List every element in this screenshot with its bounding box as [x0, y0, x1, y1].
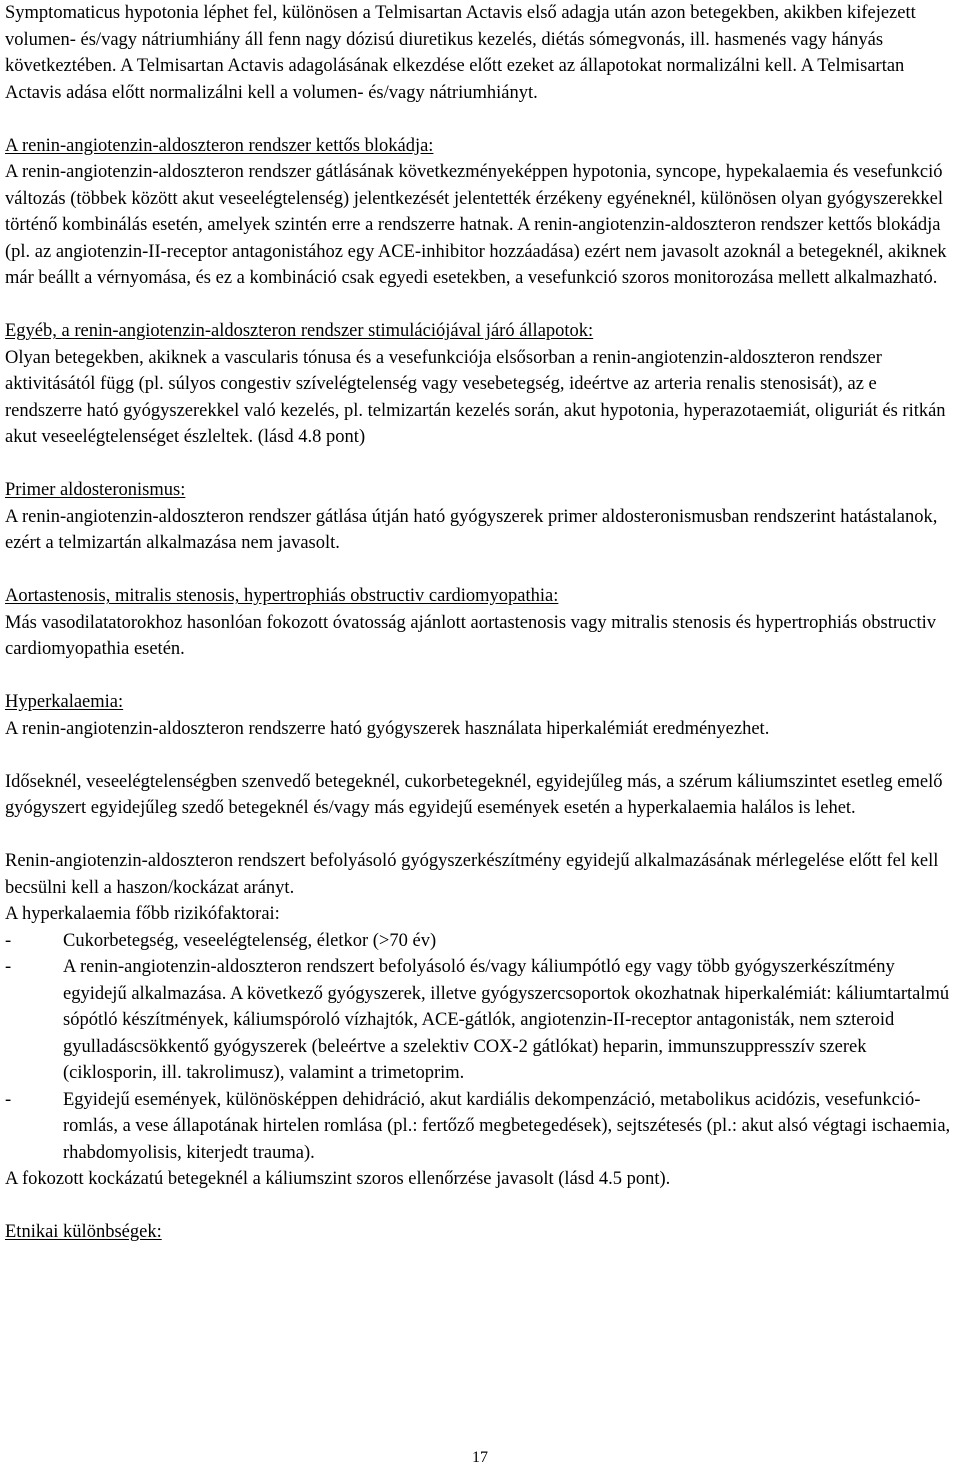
list-dash: -	[5, 957, 12, 977]
page-number: 17	[472, 1449, 488, 1466]
list-dash: -	[5, 930, 12, 951]
list-item-text: A renin-angiotenzin-aldoszteron rendszert befolyásoló és/vagy káliumpótló egy vagy több gyógyszerkészítmény egyidejű alkalmazása. A következő gyógyszerek, illetve gyógyszercsoportok okozhatnak hiperkalémiát: káliumtartalmú sópótló készítmények, káliumspóroló vízhajtók, ACE-gátlók, angiotenzin-II-receptor antagonisták, nem szteroid gyulladáscsökkentő gyógyszerek (beleértve a szelektiv COX-2 gátlókat) heparin, immunszuppresszív szerek (ciklosporin, ill. takrolimusz), valamint a trimetoprim.	[63, 957, 950, 1083]
list-item-text: Cukorbetegség, veseelégtelenség, életkor (>70 év)	[63, 930, 437, 951]
section-body: A renin-angiotenzin-aldoszteron rendszer gátlása útján ható gyógyszerek primer aldosteronismusban rendszerint hatástalanok, ezért a telmizartán alkalmazása nem javasolt.	[5, 506, 938, 553]
list-item	[5, 1087, 955, 1167]
section-heading: Hyperkalaemia:	[5, 692, 124, 712]
section-heading: Primer aldosteronismus:	[5, 480, 186, 500]
hyperkalaemia-risk-block	[5, 848, 955, 1193]
risk-factors-title: A hyperkalaemia főbb rizikófaktorai:	[5, 904, 280, 924]
list-item	[5, 928, 955, 955]
section-hyperkalaemia	[5, 689, 955, 742]
section-body: Más vasodilatatorokhoz hasonlóan fokozott óvatosság ajánlott aortastenosis vagy mitralis stenosis és hypertrophiás obstructiv cardiomyopathia esetén.	[5, 612, 936, 659]
document-page	[5, 0, 955, 1246]
section-heading: Egyéb, a renin-angiotenzin-aldoszteron rendszer stimulációjával járó állapotok:	[5, 321, 594, 341]
section-heading: Aortastenosis, mitralis stenosis, hypertrophiás obstructiv cardiomyopathia:	[5, 586, 559, 606]
monitoring-note: A fokozott kockázatú betegeknél a káliumszint szoros ellenőrzése javasolt (lásd 4.5 pont).	[5, 1169, 671, 1189]
list-dash: -	[5, 1089, 12, 1110]
hyperkalaemia-elderly-paragraph: Időseknél, veseelégtelenségben szenvedő betegeknél, cukorbetegeknél, egyidejűleg más, a szérum káliumszintet esetleg emelő gyógyszert egyidejűleg szedő betegeknél és/vagy más egyidejű események esetén a hyperkalaemia halálos is lehet.	[5, 771, 943, 818]
section-body: A renin-angiotenzin-aldoszteron rendszerre ható gyógyszerek használata hiperkalémiát eredményezhet.	[5, 718, 770, 739]
section-aortic-stenosis	[5, 583, 955, 663]
section-body: Olyan betegekben, akiknek a vascularis tónusa és a vesefunkciója elsősorban a renin-angiotenzin-aldoszteron rendszer aktivitásától függ (pl. súlyos congestiv szívelégtelenség vagy vesebetegség, ideértve az arteria renalis stenosisát), az e rendszerre ható gyógyszerekkel való kezelés, pl. telmizartán kezelés során, akut hypotonia, hyperazotaemiát, oliguriát és ritkán akut veseelégtelenséget észleltek. (lásd 4.8 pont)	[5, 347, 946, 447]
risk-factors-list	[5, 928, 955, 1167]
section-raas-double-blockade	[5, 133, 955, 292]
benefit-risk-paragraph: Renin-angiotenzin-aldoszteron rendszert befolyásoló gyógyszerkészítmény egyidejű alkalmazásának mérlegelése előtt fel kell becsülni kell a haszon/kockázat arányt.	[5, 851, 939, 898]
section-heading-ethnic-differences: Etnikai különbségek:	[5, 1222, 162, 1242]
section-raas-stimulation	[5, 318, 955, 451]
list-item	[5, 954, 955, 1087]
section-heading: A renin-angiotenzin-aldoszteron rendszer kettős blokádja:	[5, 135, 434, 156]
section-body: A renin-angiotenzin-aldoszteron rendszer gátlásának következményeképpen hypotonia, syncope, hypekalaemia és vesefunkció változás (többek között akut veseelégtelenség) jelentkezését jelentették érzékeny egyéneknél, különösen olyan gyógyszerekkel történő kombinálás esetén, amelyek szintén erre a rendszerre hatnak. A renin-angiotenzin-aldoszteron rendszer kettős blokádja (pl. az angiotenzin-II-receptor antagonistához egy ACE-inhibitor hozzáadása) ezért nem javasolt azoknál a betegeknél, akiknek már beállt a vérnyomása, és ez a kombináció csak egyedi esetekben, a vesefunkció szoros monitorozása mellett alkalmazható.	[5, 162, 947, 288]
list-item-text: Egyidejű események, különösképpen dehidráció, akut kardiális dekompenzáció, metabolikus acidózis, vesefunkció-romlás, a vese állapotának hirtelen romlása (pl.: fertőző megbetegedések), sejtszétesés (pl.: akut alsó végtagi ischaemia, rhabdomyolisis, kiterjedt trauma).	[63, 1089, 951, 1163]
section-primary-aldosteronism	[5, 477, 955, 557]
intro-paragraph: Symptomaticus hypotonia léphet fel, különösen a Telmisartan Actavis első adagja után azon betegekben, akikben kifejezett volumen- és/vagy nátriumhiány áll fenn nagy dózisú diuretikus kezelés, diétás sómegvonás, ill. hasmenés vagy hányás következtében. A Telmisartan Actavis adagolásának elkezdése előtt ezeket az állapotokat normalizálni kell. A Telmisartan Actavis adása előtt normalizálni kell a volumen- és/vagy nátriumhiányt.	[5, 3, 916, 103]
